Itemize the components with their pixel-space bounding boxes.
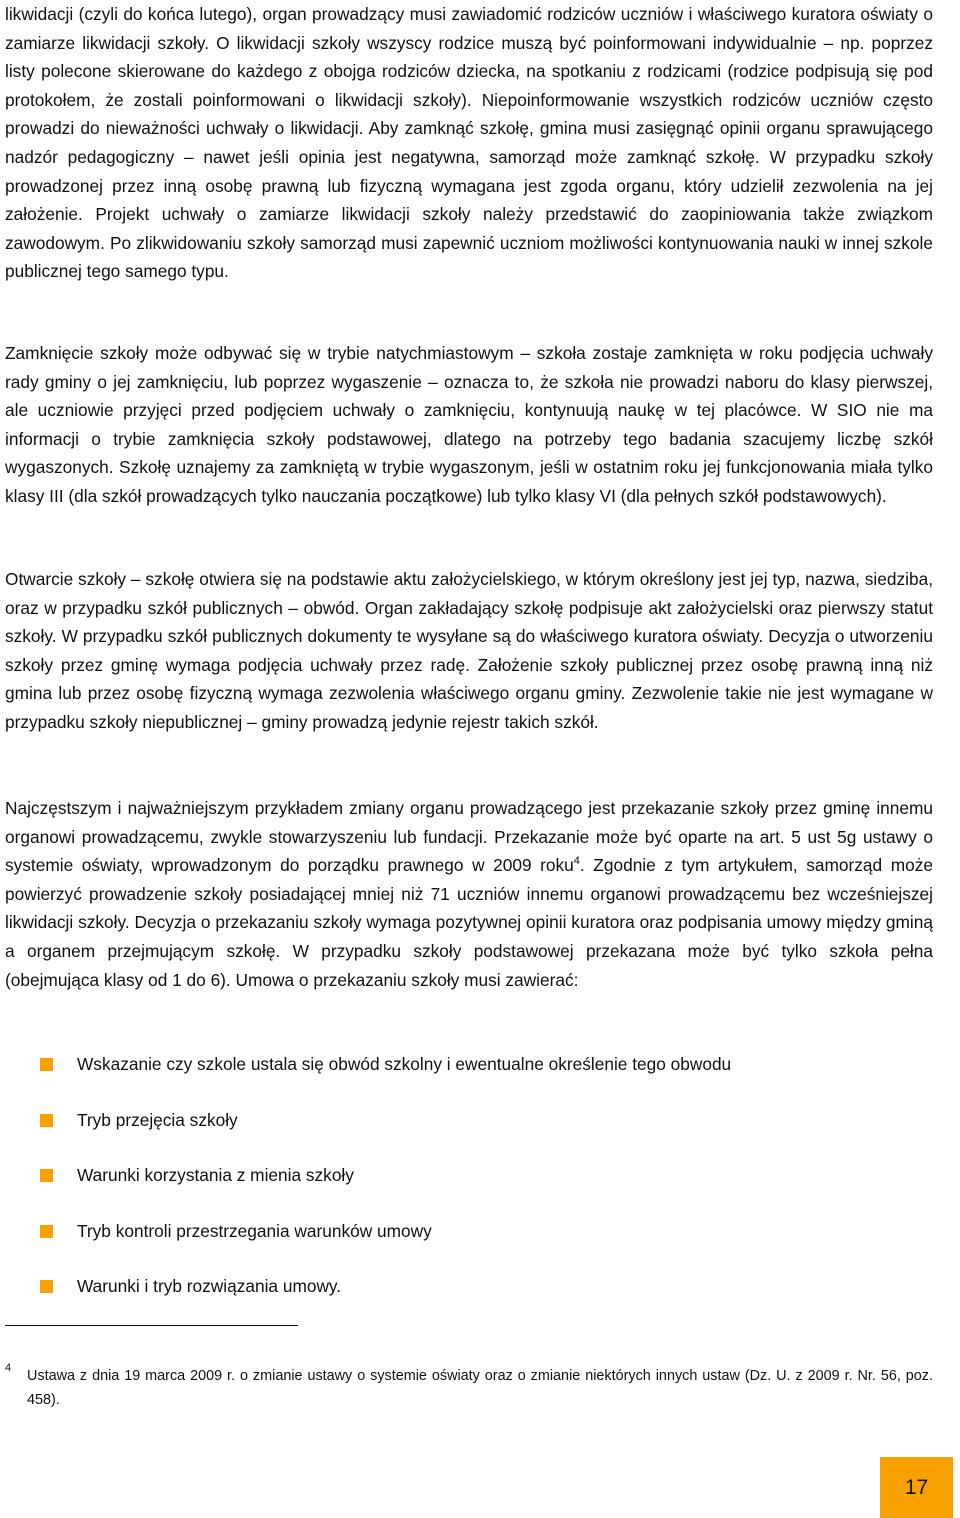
list-item-text: Wskazanie czy szkole ustala się obwód szkolny i ewentualne określenie tego obwodu: [77, 1054, 732, 1074]
square-bullet-icon: [40, 1169, 53, 1182]
footnote-mark: 4: [5, 1362, 12, 1374]
square-bullet-icon: [40, 1225, 53, 1238]
paragraph-transfer: [5, 794, 933, 994]
paragraph-transfer-part1: Najczęstszym i najważniejszym przykładem zmiany organu prowadzącego jest przekazanie szkoły przez gminę innemu organowi prowadzącemu, zwykle stowarzyszeniu lub fundacji. Przekazanie może być oparte na art. 5 ust 5g ustawy o systemie oświaty, wprowadzonym do porządku prawnego w 2009 roku: [5, 798, 933, 876]
page-number-badge: [880, 1457, 953, 1518]
paragraph-opening: Otwarcie szkoły – szkołę otwiera się na podstawie aktu założycielskiego, w którym określony jest jej typ, nazwa, siedziba, oraz w przypadku szkół publicznych – obwód. Organ zakładający szkołę podpisuje akt założycielski oraz pierwszy statut szkoły. W przypadku szkół publicznych dokumenty te wysyłane są do właściwego kuratora oświaty. Decyzja o utworzeniu szkoły przez gminę wymaga podjęcia uchwały przez radę. Założenie szkoły publicznej przez osobę prawną inną niż gmina lub przez osobę fizyczną wymaga zezwolenia właściwego organu gminy. Zezwolenie takie nie jest wymagane w przypadku szkoły niepublicznej – gminy prowadzą jedynie rejestr takich szkół.: [5, 569, 933, 732]
footnote-divider: [5, 1325, 298, 1326]
list-item-text: Tryb przejęcia szkoły: [77, 1109, 238, 1130]
paragraph-liquidation: likwidacji (czyli do końca lutego), organ prowadzący musi zawiadomić rodziców uczniów i właściwego kuratora oświaty o zamiarze likwidacji szkoły. O likwidacji szkoły wszyscy rodzice muszą być poinformowani indywidualnie – np. poprzez listy polecone skierowane do każdego z obojga rodziców dziecka, na spotkaniu z rodzicami (rodzice podpisują się pod protokołem, że zostali poinformowani o likwidacji szkoły). Niepoinformowanie wszystkich rodziców uczniów często prowadzi do nieważności uchwały o likwidacji. Aby zamknąć szkołę, gmina musi zasięgnąć opinii organu sprawującego nadzór pedagogiczny – nawet jeśli opinia jest negatywna, samorząd może zamknąć szkołę. W przypadku szkoły prowadzonej przez inną osobę prawną lub fizyczną wymagana jest zgoda organu, który udzielił zezwolenia na jej założenie. Projekt uchwały o zamiarze likwidacji szkoły należy przedstawić do zaopiniowania także związkom zawodowym. Po zlikwidowaniu szkoły samorząd musi zapewnić uczniom możliwości kontynuowania nauki w innej szkole publicznej tego samego typu.: [5, 4, 933, 282]
list-item-text: Tryb kontroli przestrzegania warunków umowy: [77, 1220, 432, 1241]
footnote-text: Ustawa z dnia 19 marca 2009 r. o zmianie ustawy o systemie oświaty oraz o zmianie niektórych innych ustaw (Dz. U. z 2009 r. Nr. 56, poz. 458).: [27, 1368, 933, 1408]
square-bullet-icon: [40, 1280, 53, 1293]
square-bullet-icon: [40, 1058, 53, 1071]
list-item: [40, 1216, 731, 1272]
paragraph-closing: Zamknięcie szkoły może odbywać się w trybie natychmiastowym – szkoła zostaje zamknięta w roku podjęcia uchwały rady gminy o jej zamknięciu, lub poprzez wygaszenie – oznacza to, że szkoła nie prowadzi naboru do klasy pierwszej, ale uczniowie przyjęci przed podjęciem uchwały o zamknięciu, kontynuują naukę w tej placówce. W SIO nie ma informacji o trybie zamknięcia szkoły podstawowej, dlatego na potrzeby tego badania szacujemy liczbę szkół wygaszonych. Szkołę uznajemy za zamkniętą w trybie wygaszonym, jeśli w ostatnim roku jej funkcjonowania miała tylko klasy III (dla szkół prowadzących tylko nauczania początkowe) lub tylko klasy VI (dla pełnych szkół podstawowych).: [5, 343, 933, 506]
agreement-requirements-list: [40, 1049, 731, 1327]
paragraph-transfer-part2: . Zgodnie z tym artykułem, samorząd może powierzyć prowadzenie szkoły posiadającej mniej niż 71 uczniów innemu organowi prowadzącemu bez wcześniejszej likwidacji szkoły. Decyzja o przekazaniu szkoły wymaga pozytywnej opinii kuratora oraz podpisania umowy między gminą a organem przejmującym szkołę. W przypadku szkoły podstawowej przekazana może być tylko szkoła pełna (obejmująca klasy od 1 do 6). Umowa o przekazaniu szkoły musi zawierać:: [5, 855, 933, 990]
list-item: [40, 1271, 731, 1327]
list-item: [40, 1160, 731, 1216]
list-item: [40, 1049, 731, 1105]
page-number: 17: [904, 1475, 929, 1499]
list-item: [40, 1105, 731, 1161]
list-item-text: Warunki i tryb rozwiązania umowy.: [77, 1276, 342, 1296]
square-bullet-icon: [40, 1114, 53, 1127]
list-item-text: Warunki korzystania z mienia szkoły: [77, 1165, 354, 1185]
footnote-reference[interactable]: 4: [573, 855, 580, 868]
